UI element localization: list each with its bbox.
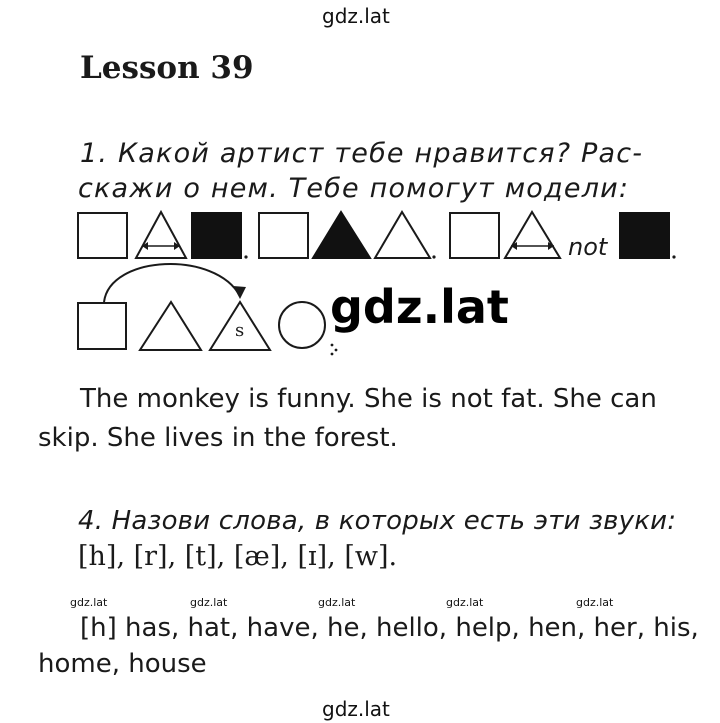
model-ellipsis: [331, 353, 334, 356]
model-triangle-arrow: [505, 212, 560, 258]
answer4-line2: home, house: [38, 649, 207, 679]
answer1-line1: The monkey is funny. She is not fat. She can: [80, 384, 657, 414]
task4-sounds: [h], [r], [t], [æ], [ɪ], [w].: [78, 541, 398, 572]
model-circle: [279, 302, 325, 348]
answer1-line2: skip. She lives in the forest.: [38, 423, 398, 453]
model-square-filled: [192, 213, 241, 258]
arrow-head: [233, 286, 246, 299]
watermark-small: gdz.lat: [190, 596, 228, 609]
watermark-small: gdz.lat: [446, 596, 484, 609]
model-curved-arrow: [104, 264, 240, 302]
lesson-title: Lesson 39: [80, 50, 254, 86]
model-ellipsis: [335, 349, 338, 352]
model-ellipsis: [331, 344, 334, 347]
model-triangle-empty: [140, 302, 201, 350]
model-not-word: not: [568, 233, 608, 261]
model-square-empty: [259, 213, 308, 258]
watermark-top: gdz.lat: [322, 4, 390, 28]
model-period: [432, 255, 435, 258]
model-triangle-empty: [375, 212, 430, 258]
model-triangle-filled: [313, 212, 370, 258]
task1-line2: скажи о нем. Тебе помогут модели:: [78, 173, 630, 204]
answer4-line1: [h] has, hat, have, he, hello, help, hen, her, his,: [80, 613, 699, 643]
watermark-small: gdz.lat: [318, 596, 356, 609]
model-period: [244, 255, 247, 258]
task4-line1: 4. Назови слова, в которых есть эти звуки:: [78, 506, 677, 536]
model-square-empty: [78, 213, 127, 258]
model-triangle-arrow: [136, 212, 186, 258]
watermark-small: gdz.lat: [576, 596, 614, 609]
watermark-small: gdz.lat: [70, 596, 108, 609]
watermark-large: gdz.lat: [330, 280, 509, 334]
model-s-letter: s: [235, 320, 245, 341]
model-square-empty: [78, 303, 126, 349]
watermark-bottom: gdz.lat: [322, 697, 390, 721]
model-period: [672, 255, 675, 258]
model-square-empty: [450, 213, 499, 258]
task1-line1: 1. Какой артист тебе нравится? Рас-: [80, 138, 644, 169]
model-square-filled: [620, 213, 669, 258]
